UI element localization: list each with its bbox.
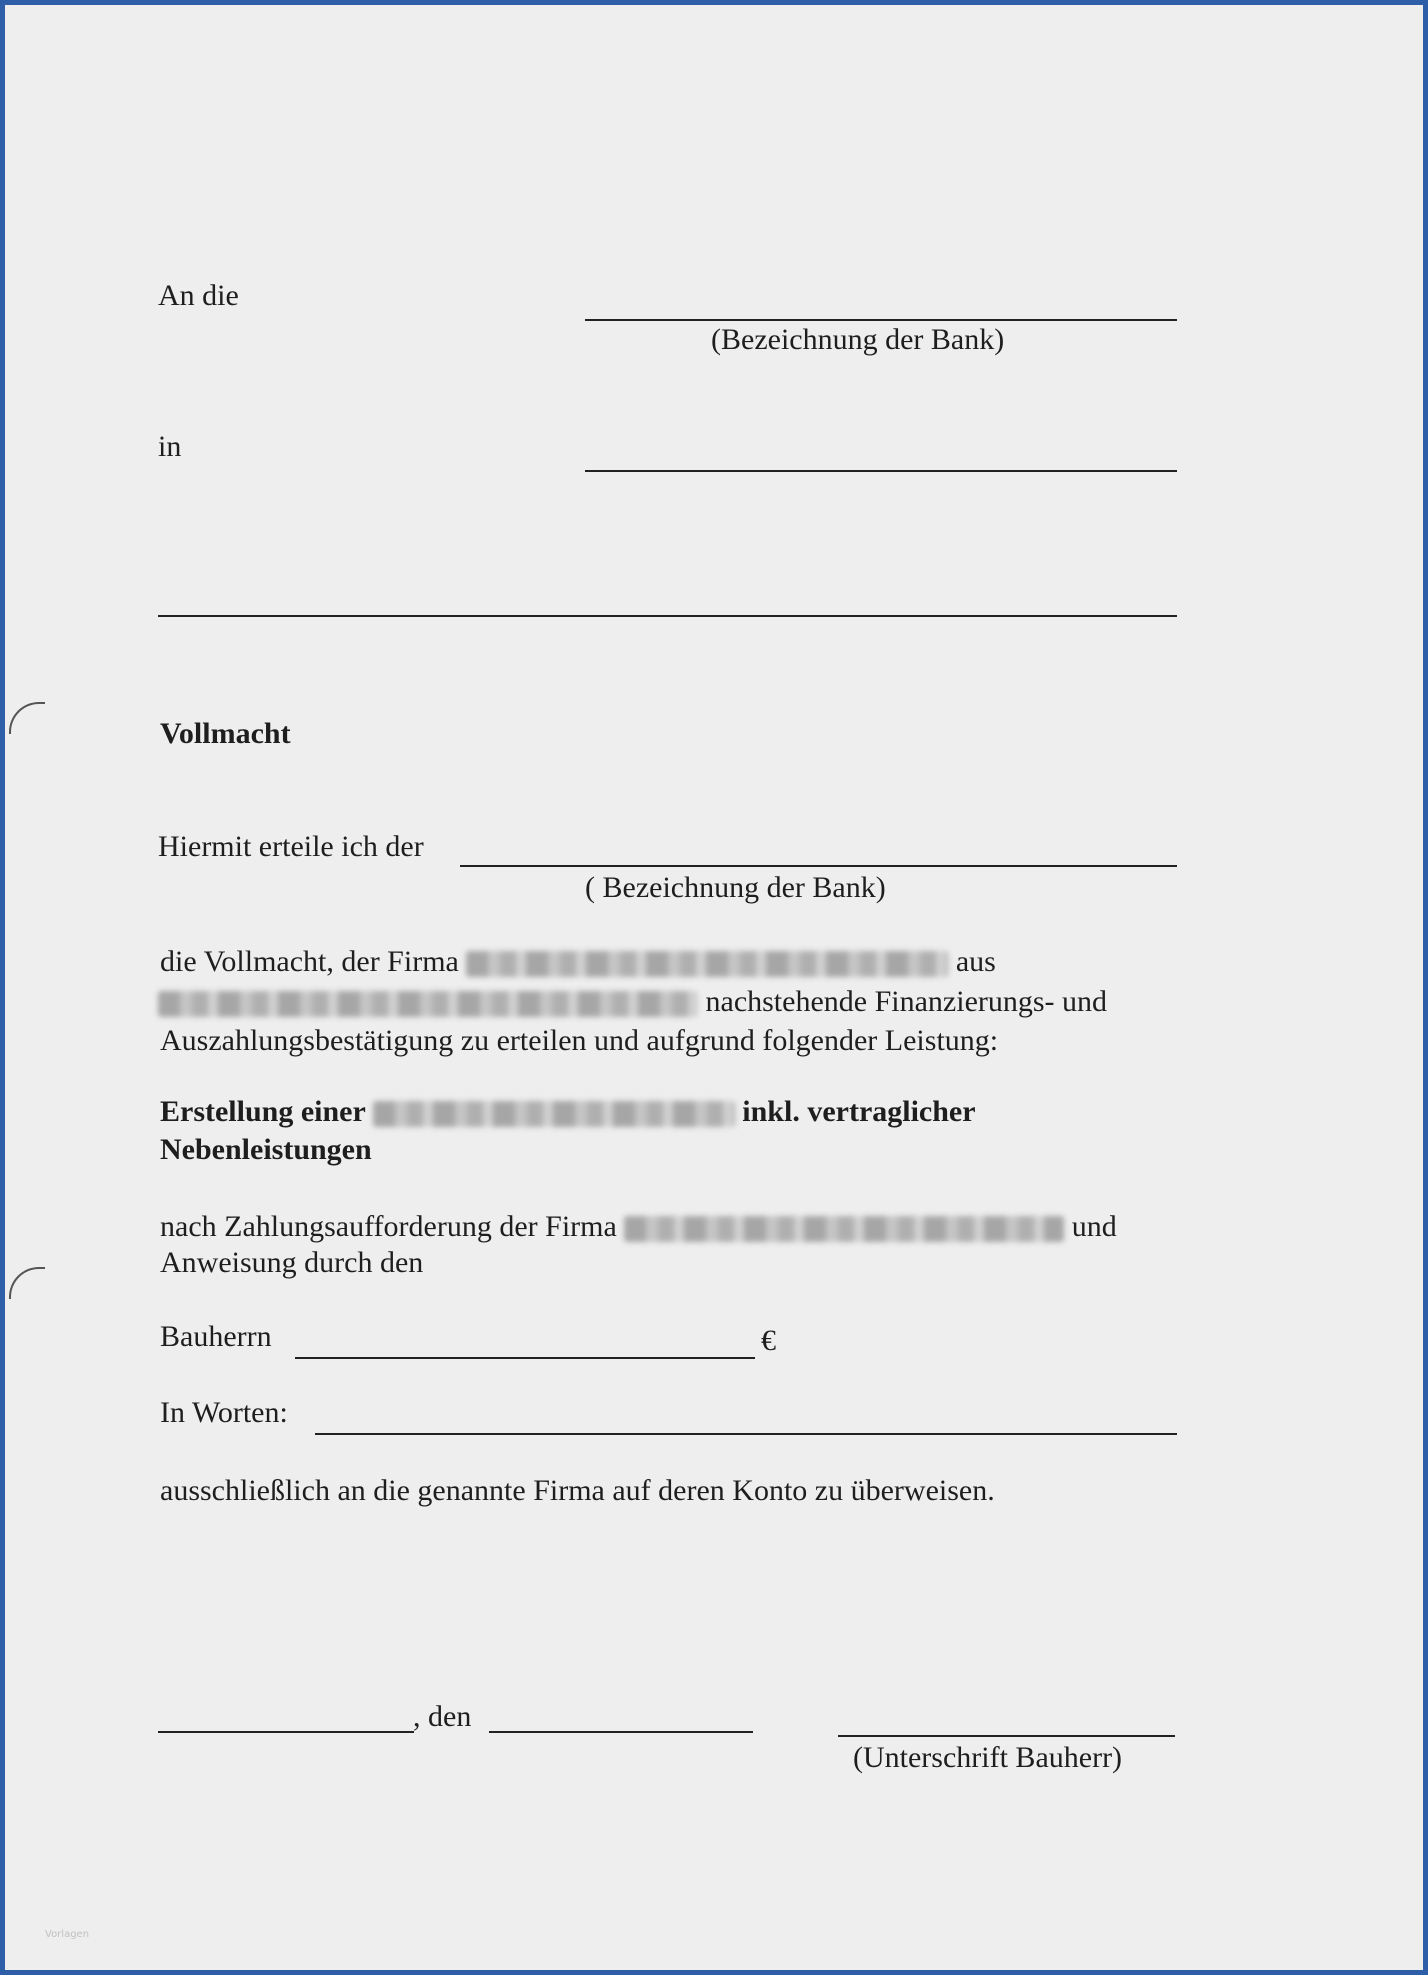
- amount-label: Bauherrn: [160, 1320, 272, 1353]
- body-line-3: Auszahlungsbestätigung zu erteilen und aufgrund folgender Leistung:: [160, 1024, 999, 1057]
- body-line-1: [160, 945, 996, 979]
- in-label: in: [158, 430, 182, 463]
- service-line-1-end: inkl. vertraglicher: [742, 1095, 976, 1128]
- date-line: [489, 1731, 753, 1733]
- bank-caption: (Bezeichnung der Bank): [711, 323, 1005, 356]
- amount-words-line: [315, 1433, 1177, 1435]
- separator-line: [158, 615, 1177, 617]
- document-title: Vollmacht: [160, 717, 291, 750]
- amount-words-label: In Worten:: [160, 1396, 288, 1429]
- watermark: Vorlagen: [45, 1929, 90, 1940]
- body-line-1-start: die Vollmacht, der Firma: [160, 945, 459, 978]
- currency-symbol: €: [761, 1324, 776, 1357]
- payment-line-1: [160, 1210, 1117, 1244]
- punch-hole-mark: [9, 1267, 45, 1299]
- grant-text: Hiermit erteile ich der: [158, 830, 424, 863]
- place-line: [158, 1731, 414, 1733]
- redacted-service-description: [373, 1101, 735, 1127]
- redacted-company-address: [158, 991, 698, 1017]
- closing-text: ausschließlich an die genannte Firma auf deren Konto zu überweisen.: [160, 1474, 995, 1507]
- payment-line-2: Anweisung durch den: [160, 1246, 424, 1279]
- service-line-1-start: Erstellung einer: [160, 1095, 366, 1128]
- body-line-2-end: nachstehende Finanzierungs- und: [705, 985, 1108, 1018]
- bank-name-line: [585, 319, 1177, 321]
- date-separator: , den: [413, 1700, 472, 1733]
- service-line-2: Nebenleistungen: [160, 1133, 372, 1166]
- body-line-2: [158, 985, 1107, 1019]
- punch-hole-mark: [9, 702, 45, 734]
- amount-line: [295, 1357, 755, 1359]
- payment-line-1-start: nach Zahlungsaufforderung der Firma: [160, 1210, 617, 1243]
- redacted-company-name-2: [624, 1216, 1064, 1242]
- payment-line-1-end: und: [1071, 1210, 1117, 1243]
- grant-caption: ( Bezeichnung der Bank): [585, 871, 886, 904]
- to-label: An die: [158, 279, 239, 312]
- city-line: [585, 470, 1177, 472]
- signature-line: [838, 1735, 1175, 1737]
- signature-caption: (Unterschrift Bauherr): [853, 1741, 1123, 1774]
- grant-bank-line: [460, 865, 1177, 867]
- body-line-1-end: aus: [955, 945, 996, 978]
- redacted-company-name: [466, 951, 948, 977]
- service-line-1: [160, 1095, 976, 1129]
